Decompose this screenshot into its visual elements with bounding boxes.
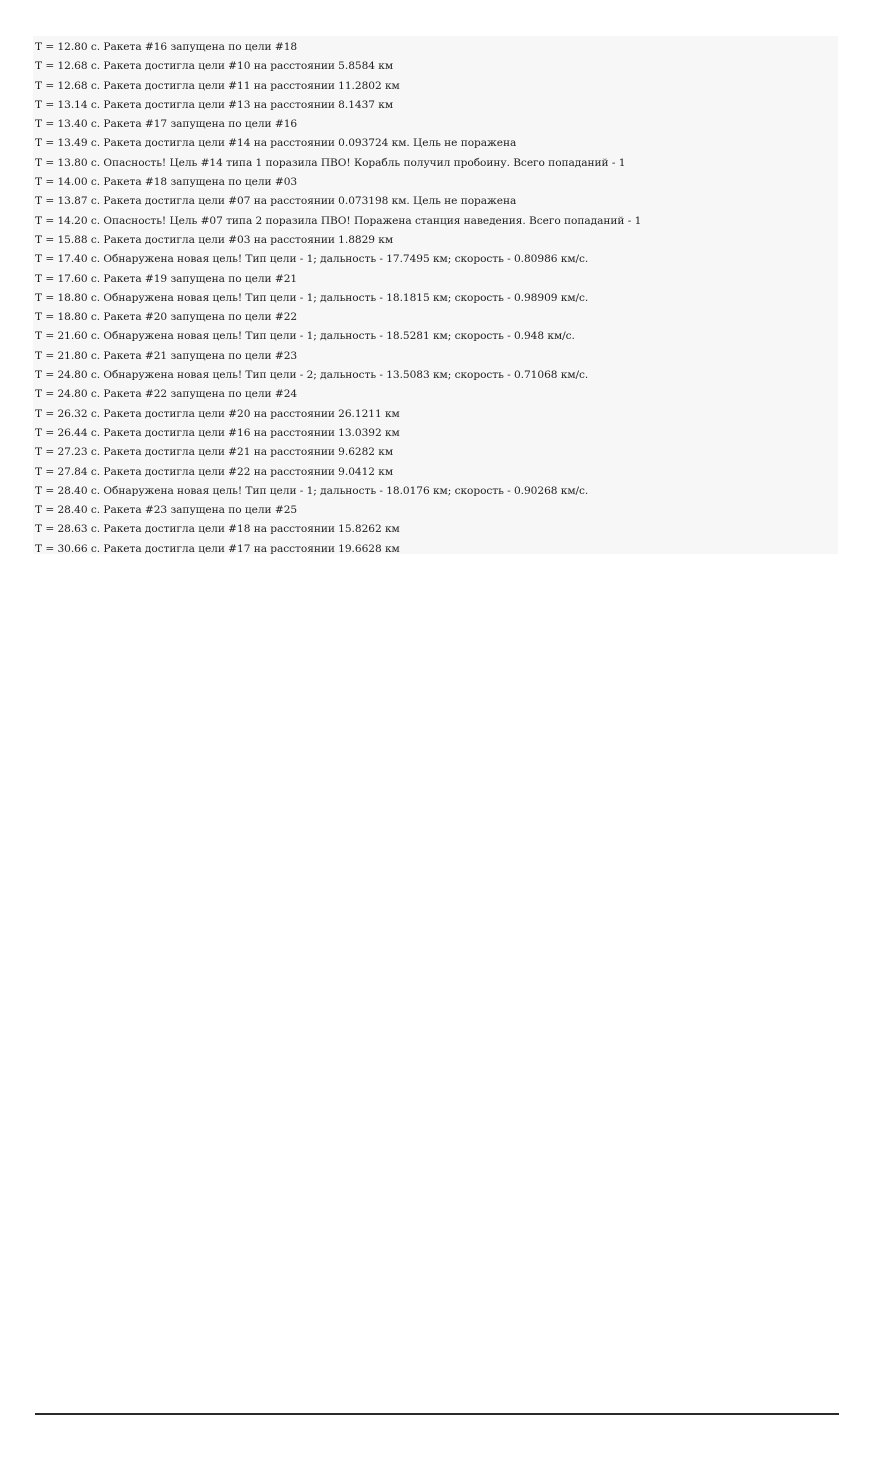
log-line: T = 28.40 с. Ракета #23 запущена по цели #25: [35, 504, 298, 517]
log-line: T = 18.80 с. Обнаружена новая цель! Тип цели - 1; дальность - 18.1815 км; скорость - 0.98909 км/с.: [35, 291, 589, 304]
log-line: T = 14.00 с. Ракета #18 запущена по цели #03: [35, 176, 298, 189]
log-line: T = 17.60 с. Ракета #19 запущена по цели #21: [35, 272, 298, 285]
log-line: T = 13.14 с. Ракета достигла цели #13 на расстоянии 8.1437 км: [35, 98, 394, 111]
log-line: T = 28.40 с. Обнаружена новая цель! Тип цели - 1; дальность - 18.0176 км; скорость - 0.90268 км/с.: [35, 484, 589, 497]
log-line: T = 17.40 с. Обнаружена новая цель! Тип цели - 1; дальность - 17.7495 км; скорость - 0.80986 км/с.: [35, 253, 589, 266]
log-line: T = 12.80 с. Ракета #16 запущена по цели #18: [35, 41, 298, 53]
log-line: T = 24.80 с. Обнаружена новая цель! Тип цели - 2; дальность - 13.5083 км; скорость - 0.71068 км/с.: [35, 369, 589, 382]
log-line: T = 26.32 с. Ракета достигла цели #20 на расстоянии 26.1211 км: [35, 407, 400, 420]
log-line: T = 28.63 с. Ракета достигла цели #18 на расстоянии 15.8262 км: [35, 523, 400, 536]
log-line: T = 13.80 с. Опасность! Цель #14 типа 1 поразила ПВО! Корабль получил пробоину. Всего попаданий - 1: [35, 156, 626, 169]
log-line: T = 27.23 с. Ракета достигла цели #21 на расстоянии 9.6282 км: [35, 446, 394, 459]
log-line: T = 12.68 с. Ракета достигла цели #11 на расстоянии 11.2802 км: [35, 79, 400, 92]
log-line: T = 18.80 с. Ракета #20 запущена по цели #22: [35, 311, 298, 324]
log-line: T = 27.84 с. Ракета достигла цели #22 на расстоянии 9.0412 км: [35, 465, 394, 478]
log-line: T = 30.66 с. Ракета достигла цели #17 на расстоянии 19.6628 км: [35, 542, 400, 554]
bottom-divider: [35, 1413, 839, 1415]
log-line: T = 15.88 с. Ракета достигла цели #03 на расстоянии 1.8829 км: [35, 233, 394, 246]
log-line: T = 13.40 с. Ракета #17 запущена по цели #16: [35, 118, 298, 131]
log-line: T = 21.60 с. Обнаружена новая цель! Тип цели - 1; дальность - 18.5281 км; скорость - 0.948 км/с.: [35, 330, 575, 343]
simulation-log-panel: [33, 36, 838, 554]
log-line: T = 21.80 с. Ракета #21 запущена по цели #23: [35, 349, 298, 362]
log-line: T = 26.44 с. Ракета достигла цели #16 на расстоянии 13.0392 км: [35, 426, 400, 439]
log-line: T = 13.87 с. Ракета достигла цели #07 на расстоянии 0.073198 км. Цель не поражена: [35, 195, 517, 208]
log-line: T = 14.20 с. Опасность! Цель #07 типа 2 поразила ПВО! Поражена станция наведения. Всего попаданий - 1: [35, 214, 642, 227]
log-line: T = 24.80 с. Ракета #22 запущена по цели #24: [35, 388, 298, 401]
simulation-log-list: [35, 38, 641, 554]
log-line: T = 13.49 с. Ракета достигла цели #14 на расстоянии 0.093724 км. Цель не поражена: [35, 137, 517, 150]
log-line: T = 12.68 с. Ракета достигла цели #10 на расстоянии 5.8584 км: [35, 60, 394, 73]
